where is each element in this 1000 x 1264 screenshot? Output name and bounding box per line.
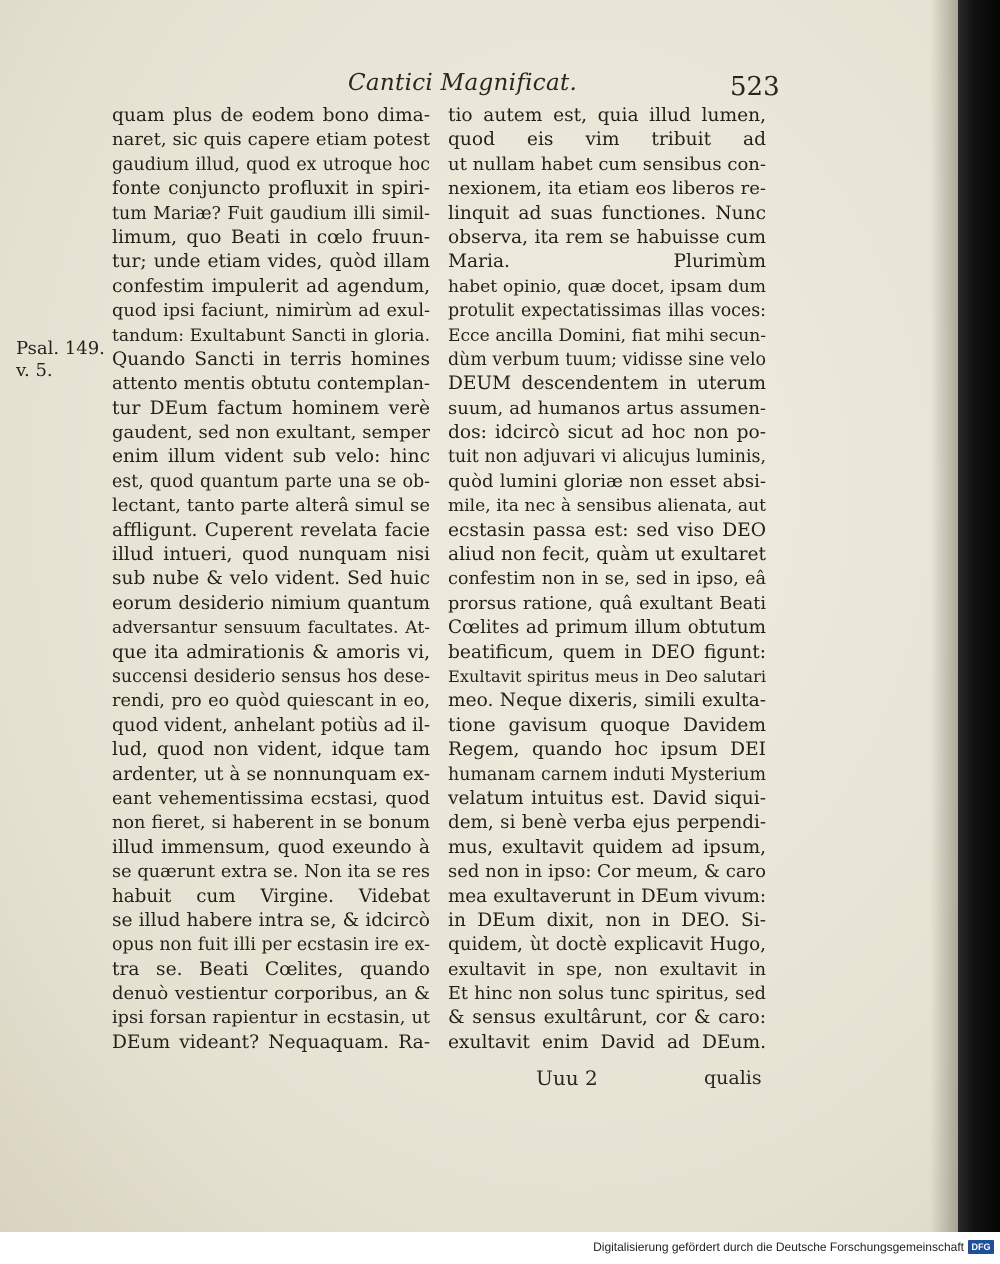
text-line: exultavit enim David ad DEum. — [448, 1031, 766, 1053]
running-title: Cantici Magnificat. — [348, 70, 578, 96]
text-line: tione gavisum quoque Davidem — [448, 714, 766, 736]
text-line: DEum videant? Nequaquam. Ra- — [112, 1031, 430, 1053]
text-line: eorum desiderio nimium quantum — [112, 592, 430, 614]
text-line: mus, exultavit quidem ad ipsum, — [448, 836, 766, 858]
text-line: gaudent, sed non exultant, semper — [112, 422, 430, 444]
text-line: enim illum vident sub velo: hinc — [112, 446, 430, 468]
text-line: protulit expectatissimas illas voces: — [448, 301, 766, 322]
text-line: Exultavit spiritus meus in Deo salutari — [448, 666, 766, 686]
text-line: DEUM descendentem in uterum — [448, 373, 766, 395]
text-line: dos: idcircò sicut ad hoc non po- — [448, 422, 766, 444]
text-line: Maria. Plurimùm — [448, 251, 766, 273]
text-line: ardenter, ut à se nonnunquam ex- — [112, 763, 430, 785]
margin-note-line: v. 5. — [16, 360, 53, 381]
text-line: est, quod quantum parte una se ob- — [112, 471, 430, 492]
page-edge-shadow — [930, 0, 958, 1232]
text-line: dùm verbum tuum; vidisse sine velo — [448, 349, 766, 370]
book-spine — [958, 0, 1000, 1232]
text-line: illud immensum, quod exeundo à — [112, 836, 430, 858]
text-line: observa, ita rem se habuisse cum — [448, 226, 766, 248]
text-line: Regem, quando hoc ipsum DEI — [448, 739, 766, 761]
dfg-logo[interactable]: DFG — [968, 1240, 994, 1254]
text-line: habuit cum Virgine. Videbat — [112, 885, 430, 907]
text-line: humanam carnem induti Mysterium — [448, 764, 766, 785]
text-line: beatificum, quem in DEO figunt: — [448, 641, 766, 663]
text-line: quam plus de eodem bono dima- — [112, 105, 430, 126]
text-line: mile, ita nec à sensibus alienata, aut — [448, 496, 766, 517]
text-line: ipsi forsan rapientur in ecstasin, ut — [112, 1008, 430, 1029]
catchword: qualis — [704, 1067, 762, 1089]
text-line: prorsus ratione, quâ exultant Beati — [448, 593, 766, 614]
text-line: limum, quo Beati in cœlo fruun- — [112, 226, 430, 248]
text-line: tuit non adjuvari vi alicujus luminis, — [448, 447, 766, 468]
text-line: opus non fuit illi per ecstasin ire ex- — [112, 935, 430, 956]
text-line: adversantur sensuum facultates. At- — [112, 618, 430, 639]
text-line: lud, quod non vident, idque tam — [112, 739, 430, 761]
text-line: quod vident, anhelant potiùs ad il- — [112, 714, 430, 736]
text-line: se illud habere intra se, & idcircò — [112, 909, 430, 931]
text-line: tra se. Beati Cœlites, quando — [112, 958, 430, 980]
text-line: que ita admirationis & amoris vi, — [112, 641, 430, 663]
text-line: eant vehementissima ecstasi, quod — [112, 788, 430, 809]
margin-note — [16, 338, 105, 382]
funding-note: Digitalisierung gefördert durch die Deutsche Forschungsgemeinschaft — [593, 1240, 964, 1254]
text-line: tandum: Exultabunt Sancti in gloria. — [112, 325, 430, 346]
text-line: illud intueri, quod nunquam nisi — [112, 544, 430, 566]
signature-mark: Uuu 2 — [536, 1066, 598, 1090]
text-line: in DEum dixit, non in DEO. Si- — [448, 909, 766, 931]
text-line: dem, si benè verba ejus perpendi- — [448, 812, 766, 834]
text-line: confestim impulerit ad agendum, — [112, 275, 430, 297]
text-line: confestim non in se, sed in ipso, eâ — [448, 569, 766, 590]
text-line: denuò vestientur corporibus, an & — [112, 983, 430, 1005]
text-line: tur; unde etiam vides, quòd illam — [112, 251, 430, 273]
margin-note-line: Psal. 149. — [16, 338, 105, 359]
text-line: fonte conjuncto profluxit in spiri- — [112, 178, 430, 200]
text-line: rendi, pro eo quòd quiescant in eo, — [112, 691, 430, 712]
text-line: se quærunt extra se. Non ita se res — [112, 862, 430, 883]
text-line: ecstasin passa est: sed viso DEO — [448, 519, 766, 541]
right-text-column — [448, 104, 766, 1055]
text-line: attento mentis obtutu contemplan- — [112, 373, 430, 395]
text-line: exultavit in spe, non exultavit in — [448, 959, 766, 980]
text-line: Quando Sancti in terris homines — [112, 348, 430, 370]
text-line: quod eis vim tribuit ad — [448, 129, 766, 151]
text-line: habet opinio, quæ docet, ipsam dum — [448, 276, 766, 297]
text-line: quidem, ùt doctè explicavit Hugo, — [448, 934, 766, 956]
text-line: ut nullam habet cum sensibus con- — [448, 153, 766, 175]
text-line: tur DEum factum hominem verè — [112, 397, 430, 419]
text-line: tum Mariæ? Fuit gaudium illi simil- — [112, 203, 430, 224]
page-number: 523 — [730, 72, 780, 102]
text-line: succensi desiderio sensus hos dese- — [112, 666, 430, 687]
text-line: affligunt. Cuperent revelata facie — [112, 519, 430, 541]
text-line: non fieret, si haberent in se bonum — [112, 813, 430, 834]
text-line: naret, sic quis capere etiam potest — [112, 129, 430, 151]
text-line: aliud non fecit, quàm ut exultaret — [448, 544, 766, 566]
text-line: lectant, tanto parte alterâ simul se — [112, 495, 430, 517]
text-line: linquit ad suas functiones. Nunc — [448, 202, 766, 224]
text-line: Ecce ancilla Domini, fiat mihi secun- — [448, 325, 766, 346]
digitization-footer — [0, 1232, 1000, 1264]
text-line: sed non in ipso: Cor meum, & caro — [448, 861, 766, 883]
text-line: mea exultaverunt in DEum vivum: — [448, 885, 766, 907]
text-line: meo. Neque dixeris, simili exulta- — [448, 690, 766, 712]
text-line: quod ipsi faciunt, nimirùm ad exul- — [112, 301, 430, 322]
text-line: quòd lumini gloriæ non esset absi- — [448, 470, 766, 492]
text-line: nexionem, ita etiam eos liberos re- — [448, 178, 766, 200]
left-text-column — [112, 104, 430, 1055]
text-line: velatum intuitus est. David siqui- — [448, 787, 766, 809]
text-line: gaudium illud, quod ex utroque hoc — [112, 154, 430, 175]
text-line: Cœlites ad primum illum obtutum — [448, 617, 766, 639]
text-line: & sensus exultârunt, cor & caro: — [448, 1007, 766, 1029]
text-line: suum, ad humanos artus assumen- — [448, 397, 766, 419]
text-line: sub nube & velo vident. Sed huic — [112, 568, 430, 590]
text-line: tio autem est, quia illud lumen, — [448, 105, 766, 126]
text-line: Et hinc non solus tunc spiritus, sed — [448, 984, 766, 1005]
